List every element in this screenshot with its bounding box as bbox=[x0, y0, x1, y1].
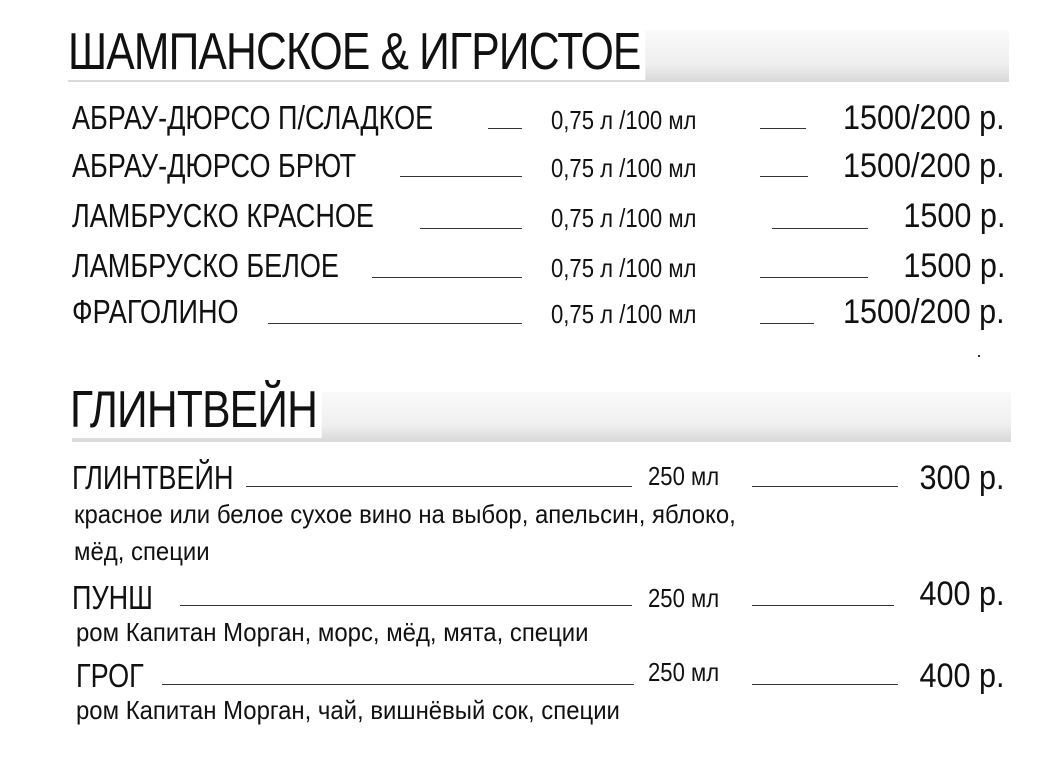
item-price: 300 р. bbox=[919, 459, 1005, 497]
leader-line bbox=[488, 128, 522, 129]
item-name: АБРАУ-ДЮРСО БРЮТ bbox=[72, 147, 357, 184]
item-volume: 250 мл bbox=[648, 461, 720, 491]
menu-item bbox=[0, 146, 1061, 194]
leader-line bbox=[372, 277, 522, 278]
item-volume: 0,75 л /100 мл bbox=[551, 203, 697, 233]
leader-line bbox=[760, 128, 806, 129]
item-description: мёд, специи bbox=[74, 536, 210, 566]
item-price: 400 р. bbox=[919, 575, 1005, 613]
item-name: ЛАМБРУСКО КРАСНОЕ bbox=[72, 197, 374, 234]
item-description: ром Капитан Морган, морс, мёд, мята, специи bbox=[76, 617, 589, 647]
item-name: ФРАГОЛИНО bbox=[72, 293, 239, 330]
leader-line bbox=[760, 277, 868, 278]
leader-line bbox=[752, 486, 898, 487]
item-description: красное или белое сухое вино на выбор, апельсин, яблоко, bbox=[74, 499, 736, 529]
menu-item bbox=[0, 196, 1061, 244]
item-name: ЛАМБРУСКО БЕЛОЕ bbox=[72, 247, 339, 284]
item-name: ПУНШ bbox=[72, 579, 153, 616]
item-volume: 250 мл bbox=[648, 657, 720, 687]
item-volume: 0,75 л /100 мл bbox=[551, 253, 697, 283]
item-name: ГЛИНТВЕЙН bbox=[72, 459, 234, 496]
item-name: ГРОГ bbox=[76, 657, 144, 694]
section-title-champagne: ШАМПАНСКОЕ & ИГРИСТОЕ bbox=[68, 24, 645, 80]
menu-item bbox=[0, 246, 1061, 294]
leader-line bbox=[752, 605, 894, 606]
leader-line bbox=[162, 684, 634, 685]
leader-line bbox=[420, 228, 522, 229]
stray-dot bbox=[978, 355, 980, 357]
item-volume: 250 мл bbox=[648, 583, 720, 613]
item-volume: 0,75 л /100 мл bbox=[551, 299, 697, 329]
section-title-mulled: ГЛИНТВЕЙН bbox=[70, 382, 322, 438]
item-price: 1500/200 р. bbox=[843, 147, 1005, 185]
menu-item bbox=[0, 98, 1061, 146]
item-price: 1500 р. bbox=[902, 197, 1005, 235]
item-price: 1500/200 р. bbox=[843, 293, 1005, 331]
menu-item bbox=[0, 292, 1061, 340]
leader-line bbox=[760, 323, 814, 324]
item-price: 1500 р. bbox=[902, 247, 1005, 285]
item-price: 1500/200 р. bbox=[843, 99, 1005, 137]
leader-line bbox=[760, 176, 808, 177]
leader-line bbox=[246, 486, 632, 487]
item-description: ром Капитан Морган, чай, вишнёвый сок, специи bbox=[76, 695, 620, 725]
item-volume: 0,75 л /100 мл bbox=[551, 153, 697, 183]
leader-line bbox=[752, 684, 898, 685]
leader-line bbox=[180, 605, 632, 606]
item-name: АБРАУ-ДЮРСО П/СЛАДКОЕ bbox=[72, 99, 434, 136]
leader-line bbox=[772, 228, 868, 229]
leader-line bbox=[400, 176, 522, 177]
item-price: 400 р. bbox=[919, 657, 1005, 695]
leader-line bbox=[268, 323, 522, 324]
item-volume: 0,75 л /100 мл bbox=[551, 105, 697, 135]
